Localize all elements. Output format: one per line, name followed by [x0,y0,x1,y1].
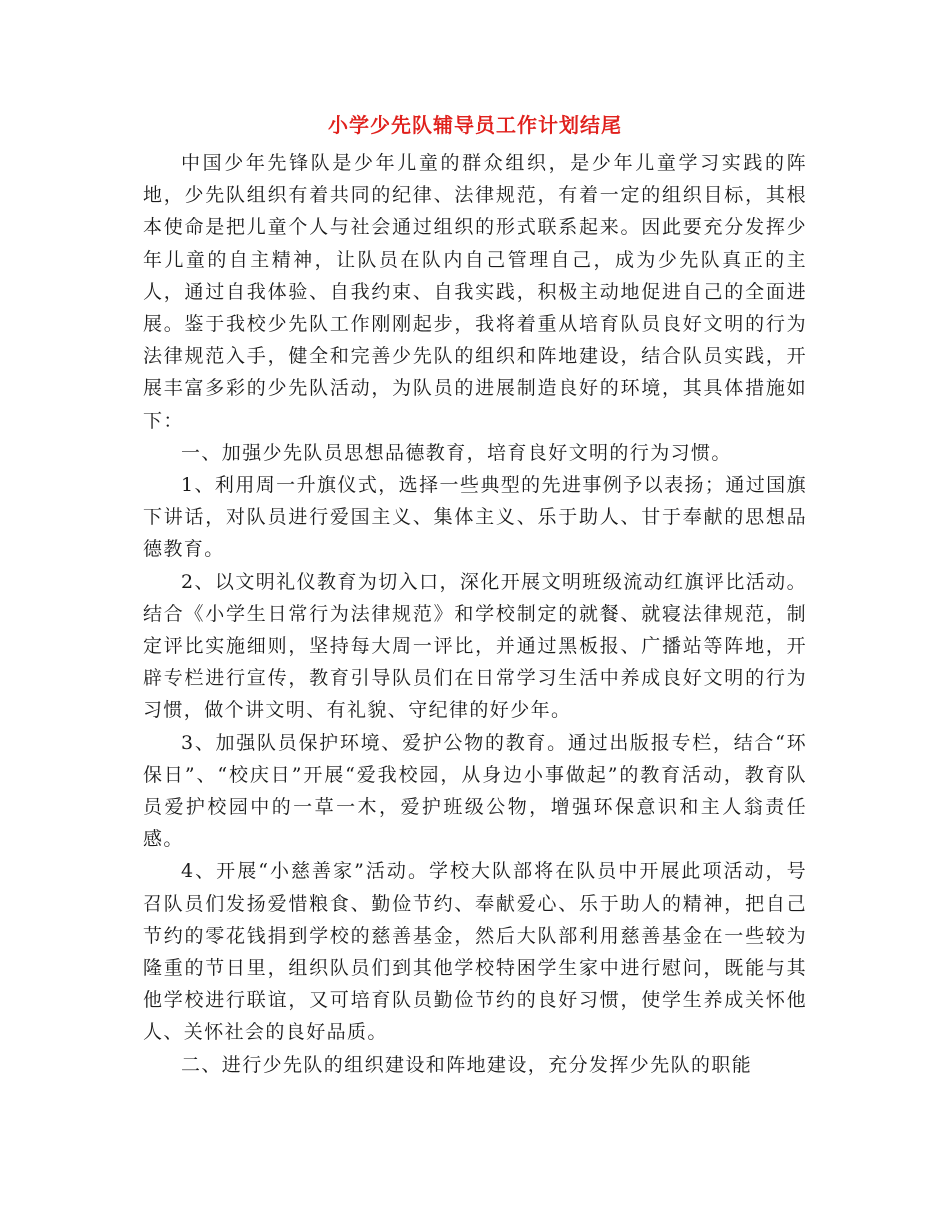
paragraph-item-4: 4、开展“小慈善家”活动。学校大队部将在队员中开展此项活动，号召队员们发扬爱惜粮食、勤俭节约、奉献爱心、乐于助人的精神，把自己节约的零花钱捐到学校的慈善基金，然后大队部利用慈善基金在一些较为隆重的节日里，组织队员们到其他学校特困学生家中进行慰问，既能与其他学校进行联谊，又可培育队员勤俭节约的良好习惯，使学生养成关怀他人、关怀社会的良好品质。 [143,860,807,1044]
paragraph-item-1: 1、利用周一升旗仪式，选择一些典型的先进事例予以表扬；通过国旗下讲话，对队员进行爱国主义、集体主义、乐于助人、甘于奉献的思想品德教育。 [143,474,807,561]
document-title: 小学少先队辅导员工作计划结尾 [328,113,622,137]
paragraph-section-2-heading: 二、进行少先队的组织建设和阵地建设，充分发挥少先队的职能 [181,1053,753,1076]
paragraph-item-2: 2、以文明礼仪教育为切入口，深化开展文明班级流动红旗评比活动。结合《小学生日常行为法律规范》和学校制定的就餐、就寝法律规范，制定评比实施细则，坚持每大周一评比，并通过黑板报、广播站等阵地，开辟专栏进行宣传，教育引导队员们在日常学习生活中养成良好文明的行为习惯，做个讲文明、有礼貌、守纪律的好少年。 [143,570,807,722]
paragraph-item-3: 3、加强队员保护环境、爱护公物的教育。通过出版报专栏，结合“环保日”、“校庆日”开展“爱我校园，从身边小事做起”的教育活动，教育队员爱护校园中的一草一木，爱护班级公物，增强环保意识和主人翁责任感。 [143,731,807,851]
paragraph-intro: 中国少年先锋队是少年儿童的群众组织，是少年儿童学习实践的阵地，少先队组织有着共同的纪律、法律规范，有着一定的组织目标，其根本使命是把儿童个人与社会通过组织的形式联系起来。因此要充分发挥少年儿童的自主精神，让队员在队内自己管理自己，成为少先队真正的主人，通过自我体验、自我约束、自我实践，积极主动地促进自己的全面进展。鉴于我校少先队工作刚刚起步，我将着重从培育队员良好文明的行为法律规范入手，健全和完善少先队的组织和阵地建设，结合队员实践，开展丰富多彩的少先队活动，为队员的进展制造良好的环境，其具体措施如下： [143,152,807,432]
paragraph-section-1-heading: 一、加强少先队员思想品德教育，培育良好文明的行为习惯。 [181,441,732,464]
document-body [143,147,807,1081]
